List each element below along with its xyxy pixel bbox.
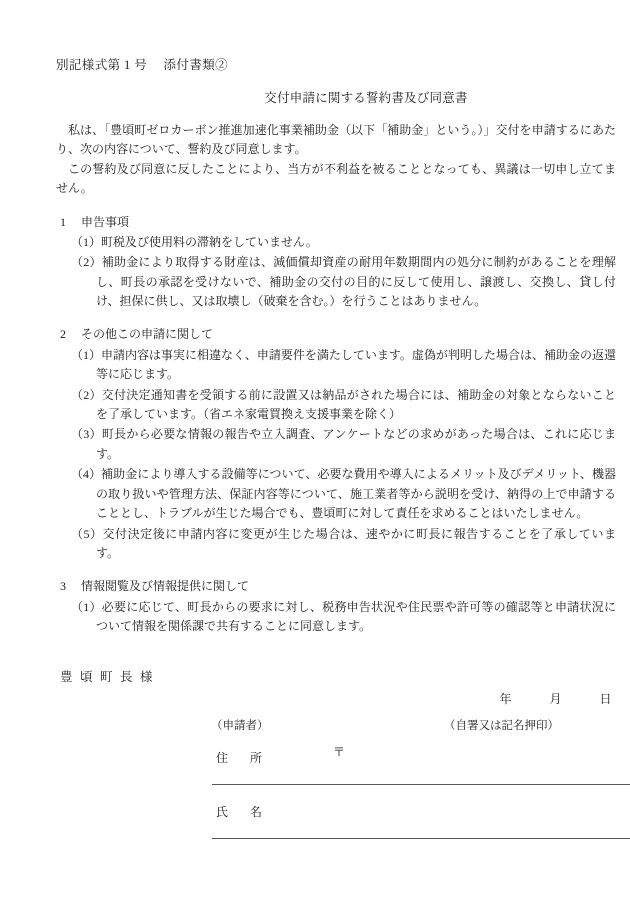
document-body [56, 56, 616, 839]
item-text: 必要に応じて、町長からの要求に対し、税務申告状況や住民票や許可等の確認等と申請状況について情報を関係課で共有することに同意します。 [96, 599, 616, 634]
list-item [56, 346, 616, 385]
section-3-items [56, 598, 616, 637]
date-line: 年 月 日 [499, 691, 612, 706]
item-text: 補助金により導入する設備等について、必要な費用や導入によるメリット及びデメリット、機器の取り扱いや管理方法、保証内容等について、施工業者等から説明を受け、納得の上で申請することとし、トラブルが生じた場合でも、豊頃町に対して責任を求めることはいたしません。 [96, 467, 616, 521]
address-label: 住所 [216, 750, 285, 765]
seal-label: （自署又は記名押印） [444, 719, 559, 732]
item-text: 町税及び使用料の滞納をしていません。 [101, 234, 318, 249]
section-2 [56, 325, 616, 563]
form-number: 別記様式第 1 号 添付書類② [56, 58, 229, 72]
list-item [56, 465, 616, 523]
name-label: 氏名 [216, 804, 285, 819]
name-field[interactable] [56, 797, 616, 839]
name-write-line [212, 838, 630, 839]
postal-mark-icon: 〒 [333, 744, 346, 759]
item-marker: （1） [71, 347, 102, 362]
section-1-items [56, 233, 616, 312]
item-marker: （5） [71, 526, 103, 541]
item-marker: （2） [71, 387, 102, 402]
item-marker: （1） [71, 599, 102, 614]
section-2-items [56, 346, 616, 564]
address-write-line [212, 784, 630, 785]
addressee: 豊頃町長様 [60, 669, 161, 684]
item-marker: （3） [71, 427, 102, 442]
addressee-block [56, 667, 616, 711]
section-1 [56, 213, 616, 312]
list-item [56, 386, 616, 425]
item-text: 交付決定通知書を受領する前に設置又は納品がされた場合には、補助金の対象とならないことを了承しています。（省エネ家電買換え支援事業を除く） [96, 387, 616, 421]
list-item [56, 425, 616, 464]
lead-paragraph-1: 私は、「豊頃町ゼロカーボン推進加速化事業補助金（以下「補助金」という。）」交付を申請するにあたり、次の内容について、誓約及び同意します。 [56, 122, 616, 157]
document-title: 交付申請に関する誓約書及び同意書 [264, 90, 468, 105]
lead-paragraph-2: この誓約及び同意に反したことにより、当方が不利益を被ることとなっても、異議は一切申し立てません。 [56, 161, 616, 196]
item-marker: （1） [71, 234, 102, 249]
item-text: 交付決定後に申請内容に変更が生じた場合は、速やかに町長に報告することを了承しています。 [96, 526, 616, 560]
applicant-head [56, 717, 616, 737]
list-item [56, 598, 616, 637]
item-marker: （4） [71, 467, 102, 482]
section-3 [56, 577, 616, 636]
section-1-heading: 1 申告事項 [60, 214, 130, 229]
list-item [56, 233, 616, 252]
list-item [56, 525, 616, 564]
lead-paragraphs [56, 121, 616, 199]
applicant-label: （申請者） [211, 719, 269, 732]
item-text: 補助金により取得する財産は、減価償却資産の耐用年数期間内の処分に制約があることを理解し、町長の承認を受けないで、補助金の交付の目的に反して使用し、譲渡し、交換し、貸し付け、担保に供し、又は取壊し（破棄を含む。）を行うことはありません。 [96, 255, 616, 308]
address-field[interactable] [56, 743, 616, 785]
item-text: 申請内容は事実に相違なく、申請要件を満たしています。虚偽が判明した場合は、補助金の返還等に応じます。 [96, 347, 616, 382]
item-marker: （2） [71, 255, 102, 270]
title-row [56, 88, 616, 107]
list-item [56, 253, 616, 311]
item-text: 町長から必要な情報の報告や立入調査、アンケートなどの求めがあった場合は、これに応じます。 [96, 427, 616, 461]
section-2-heading: 2 その他この申請に関して [60, 327, 214, 342]
section-3-heading: 3 情報閲覧及び情報提供に関して [60, 579, 250, 594]
